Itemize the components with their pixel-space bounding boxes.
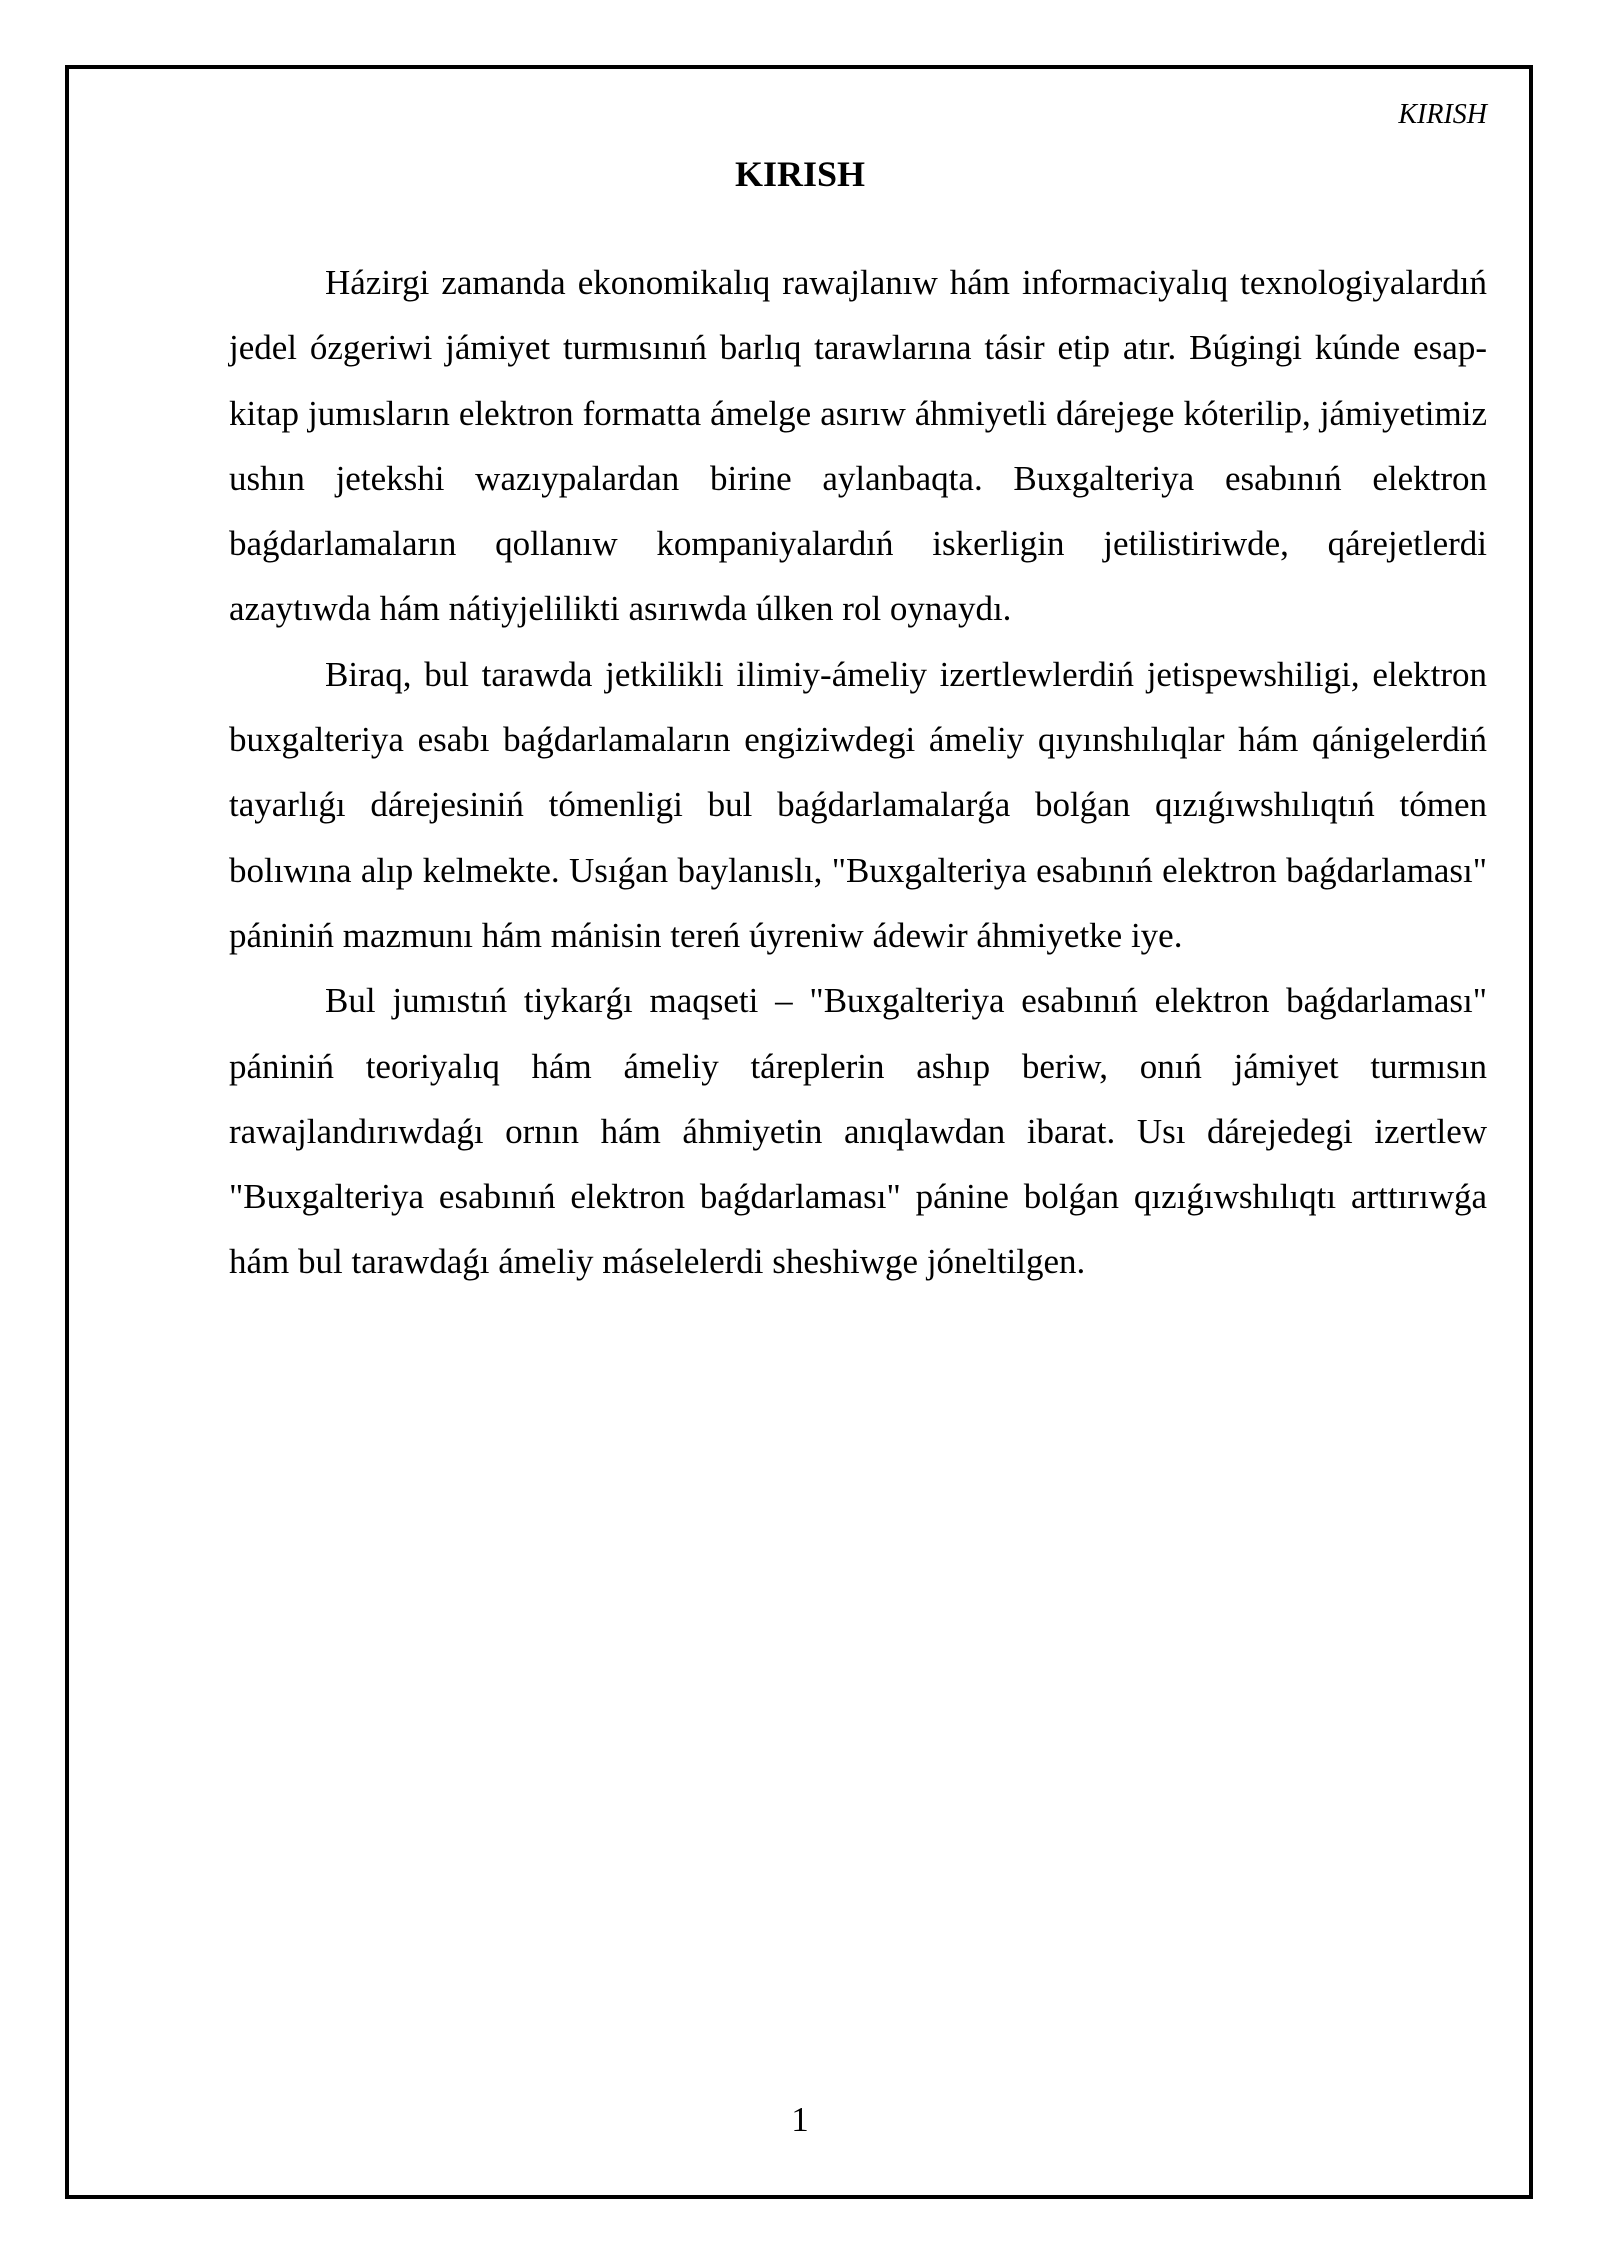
paragraph-goal: Bul jumıstıń tiykarǵı maqseti – "Buxgalteriya esabınıń elektron baǵdarlaması" pániniń teoriyalıq hám ámeliy táreplerin ashıp beriw, onıń jámiyet turmısın rawajlandırıwdaǵı ornın hám áhmiyetin anıqlawdan ibarat. Usı dárejedegi izertlew "Buxgalteriya esabınıń elektron baǵdarlaması" pánine bolǵan qızıǵıwshılıqtı arttırıwǵa hám bul tarawdaǵı ámeliy máselelerdi sheshiwge jóneltilgen.	[229, 981, 1487, 1282]
running-header: KIRISH	[1398, 99, 1487, 130]
document-body	[229, 250, 1487, 1295]
paragraph-intro: Házirgi zamanda ekonomikalıq rawajlanıw hám informaciyalıq texnologiyalardıń jedel ózgeriwi jámiyet turmısınıń barlıq tarawlarına tásir etip atır. Búgingi kúnde esap-kitap jumısların elektron formatta ámelge asırıw áhmiyetli dárejege kóterilip, jámiyetimiz ushın jetekshi wazıypalardan birine aylanbaqta. Buxgalteriya esabınıń elektron baǵdarlamaların qollanıw kompaniyalardıń iskerligin jetilistiriwde, qárejetlerdi azaytıwda hám nátiyjelilikti asırıwda úlken rol oynaydı.	[229, 263, 1487, 629]
document-title: KIRISH	[734, 154, 866, 194]
paragraph-problem: Biraq, bul tarawda jetkilikli ilimiy-ámeliy izertlewlerdiń jetispewshiligi, elektron buxgalteriya esabı baǵdarlamaların engiziwdegi ámeliy qıyınshılıqlar hám qánigelerdiń tayarlıǵı dárejesiniń tómenligi bul baǵdarlamalarǵa bolǵan qızıǵıwshılıqtıń tómen bolıwına alıp kelmekte. Usıǵan baylanıslı, "Buxgalteriya esabınıń elektron baǵdarlaması" pániniń mazmunı hám mánisin tereń úyreniw ádewir áhmiyetke iye.	[229, 654, 1487, 955]
page-number: 1	[791, 2100, 809, 2139]
